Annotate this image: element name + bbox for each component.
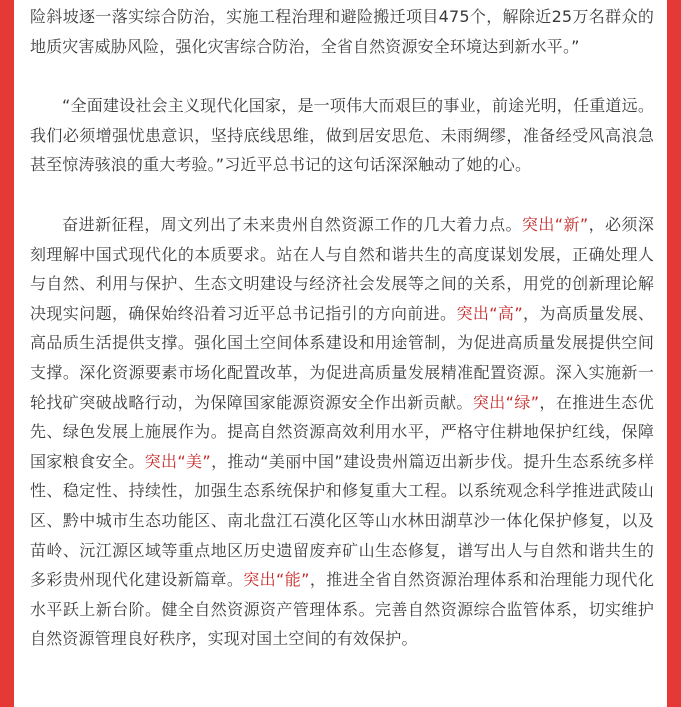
text-new: ，必须深刻理解中国式现代化的本质要求。站在人与自然和谐共生的高度谋划发展，正确处理人与自然、利用与保护、生态文明建设与经济社会发展等之间的关系，用党的创新理论解决现实问题，确保始终沿着习近平总书记指引的方向前进。 — [30, 214, 654, 323]
paragraph-1 — [30, 2, 654, 61]
paragraph-1-text: 险斜坡逐一落实综合防治，实施工程治理和避险搬迁项目475个，解除近25万名群众的地质灾害威胁风险，强化灾害综合防治，全省自然资源安全环境达到新水平。” — [30, 7, 654, 56]
text-beauty: ，推动“美丽中国”建设贵州篇迈出新步伐。提升生态系统多样性、稳定性、持续性，加强生态系统保护和修复重大工程。以系统观念科学推进武陵山区、黔中城市生态功能区、南北盘江石漠化区等山水林田湖草沙一体化保护修复，以及苗岭、沅江源区域等重点地区历史遗留废弃矿山生态修复，谱写出人与自然和谐共生的多彩贵州现代化建设新篇章。 — [30, 451, 654, 590]
article-page — [14, 0, 667, 707]
paragraph-2 — [30, 91, 654, 180]
text-ability: ，推进全省自然资源治理体系和治理能力现代化水平跃上新台阶。健全自然资源资产管理体系。完善自然资源综合监管体系，切实维护自然资源管理良好秩序，实现对国土空间的有效保护。 — [30, 570, 654, 649]
text-green: ，在推进生态优先、绿色发展上施展作为。提高自然资源高效利用水平，严格守住耕地保护红线，保障国家粮食安全。 — [30, 392, 654, 471]
highlight-ability: 突出“能” — [243, 570, 310, 590]
highlight-high: 突出“高” — [456, 303, 523, 323]
article-body — [30, 2, 654, 654]
highlight-beauty: 突出“美” — [144, 451, 211, 471]
highlight-new: 突出“新” — [521, 214, 589, 234]
paragraph-3-intro: 奋进新征程，周文列出了未来贵州自然资源工作的几大着力点。 — [62, 214, 522, 234]
highlight-green: 突出“绿” — [472, 392, 540, 412]
text-high: ，为高质量发展、高品质生活提供支撑。强化国土空间体系建设和用途管制，为促进高质量发展提供空间支撑。深化资源要素市场化配置改革，为促进高质量发展精准配置资源。深入实施新一轮找矿突破战略行动，为保障国家能源资源安全作出新贡献。 — [30, 303, 654, 412]
paragraph-3 — [30, 210, 654, 654]
paragraph-2-text: “全面建设社会主义现代化国家，是一项伟大而艰巨的事业，前途光明，任重道远。我们必须增强忧患意识，坚持底线思维，做到居安思危、未雨绸缪，准备经受风高浪急甚至惊涛骇浪的重大考验。”习近平总书记的这句话深深触动了她的心。 — [30, 96, 654, 175]
